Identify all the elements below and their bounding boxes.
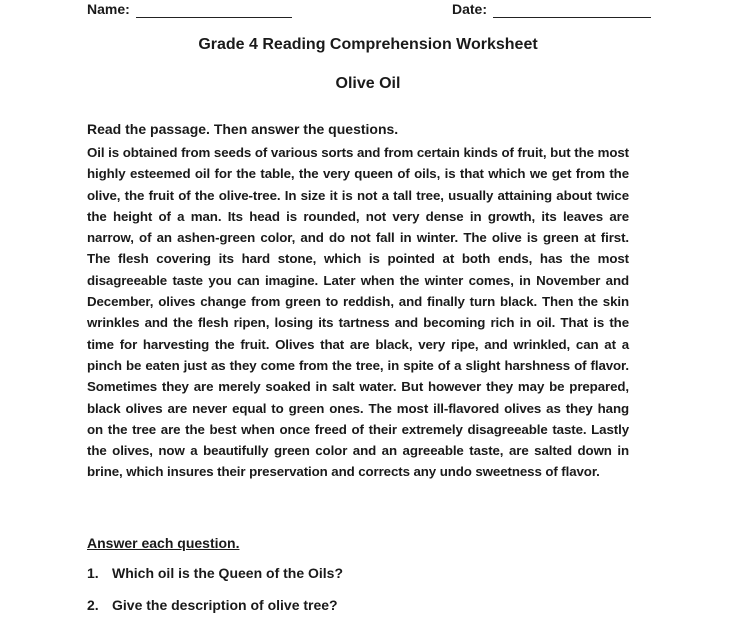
reading-passage: Oil is obtained from seeds of various sorts and from certain kinds of fruit, but the most highly esteemed oil for the table, the very queen of oils, is that which we get from the olive, the fruit of the olive-tree. In size it is not a tall tree, usually attaining about twice the height of a man. Its head is rounded, not very dense in growth, its leaves are narrow, of an ashen-green color, and do not fall in winter. The olive is green at first. The flesh covering its hard stone, which is pointed at both ends, has the most disagreeable taste you can imagine. Later when the winter comes, in November and December, olives change from green to reddish, and finally turn black. Then the skin wrinkles and the flesh ripen, losing its tartness and becoming rich in oil. That is the time for harvesting the fruit. Olives that are black, very ripe, and wrinkled, can at a pinch be eaten just as they come from the tree, in spite of a slight harshness of flavor. Sometimes they are merely soaked in salt water. But however they may be prepared, black olives are never equal to green ones. The most ill-flavored olives as they hang on the tree are the best when once freed of their extremely disagreeable taste. Lastly the olives, now a beautifully green color and an agreeable taste, are salted down in brine, which insures their preservation and corrects any undo sweetness of flavor. [87, 145, 629, 480]
instruction-text: Read the passage. Then answer the questions. [87, 121, 399, 137]
date-label: Date: [452, 1, 488, 17]
answer-heading: Answer each question. [87, 535, 240, 551]
question-text: Which oil is the Queen of the Oils? [112, 565, 344, 581]
date-blank-line [493, 3, 651, 18]
question-list [87, 563, 343, 627]
question-number: 2. [87, 597, 99, 613]
question-item [87, 595, 343, 627]
passage-title: Olive Oil [335, 75, 401, 92]
name-blank-line [136, 3, 292, 18]
worksheet-title: Grade 4 Reading Comprehension Worksheet [198, 36, 538, 53]
question-text: Give the description of olive tree? [112, 597, 338, 613]
question-item [87, 563, 343, 595]
worksheet-header [87, 0, 647, 20]
name-label: Name: [87, 1, 130, 17]
name-field [87, 0, 292, 18]
question-number: 1. [87, 565, 99, 581]
date-field [452, 0, 651, 18]
